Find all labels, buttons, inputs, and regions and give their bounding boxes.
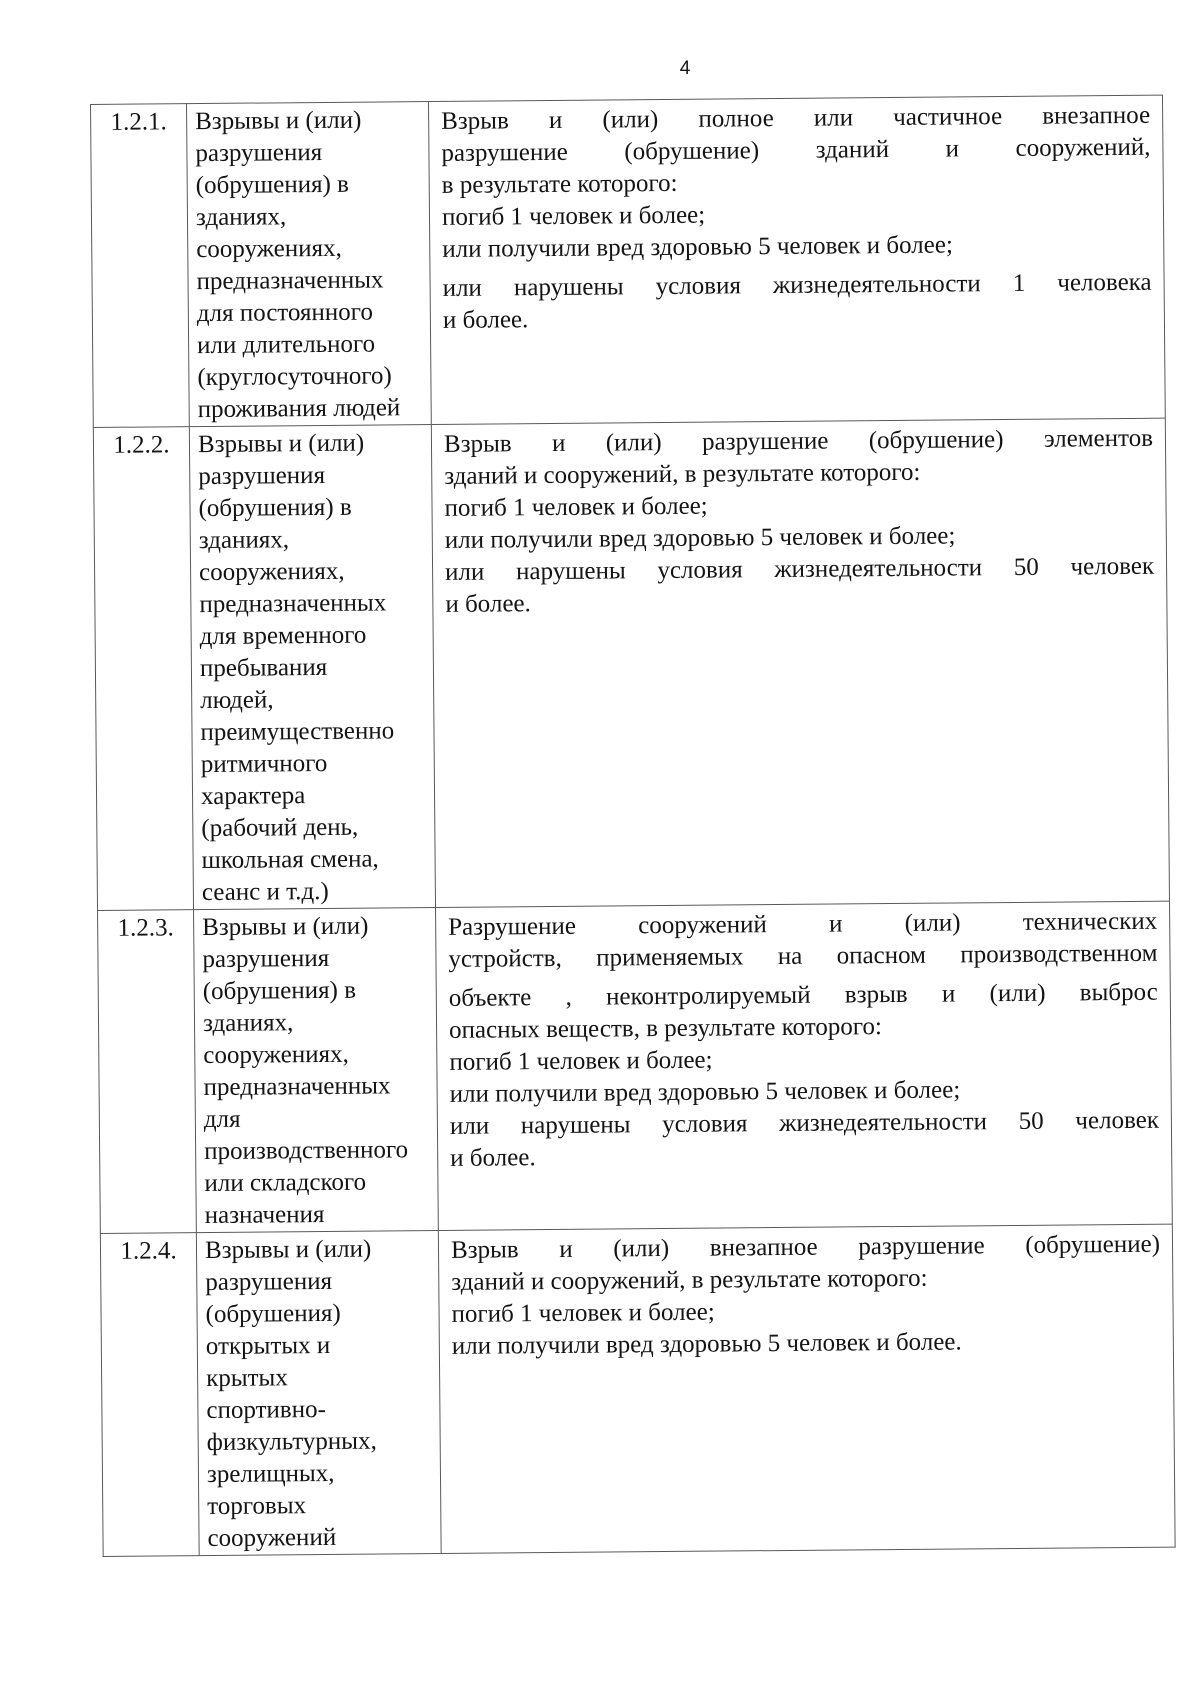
event-name-line: производственного (204, 1136, 409, 1166)
event-name-line: сооружениях, (196, 234, 342, 264)
event-name-line: сеанс и т.д.) (201, 877, 329, 907)
event-name-line: сооружений (207, 1523, 337, 1553)
table-row (93, 418, 1169, 910)
event-name-line: сооружениях, (198, 557, 345, 587)
criteria-line: Разрушение сооружений и (или) технических (448, 907, 1158, 941)
item-number: 1.2.3. (98, 910, 197, 1234)
criteria-description-cell (438, 1224, 1175, 1553)
event-name-line: или складского (204, 1168, 367, 1198)
criteria-line: и более. (445, 590, 531, 618)
criteria-line: или нарушены условия жизнедеятельности 1 человека (442, 268, 1152, 302)
event-name-line: для (203, 1105, 241, 1134)
criteria-line: Взрыв и (или) полное или частичное внезапное (441, 101, 1151, 135)
criteria-description-cell (431, 418, 1169, 907)
event-name-line: (обрушения) в (195, 170, 350, 200)
criteria-line: устройств, применяемых на опасном производственном (448, 939, 1158, 973)
item-number: 1.2.1. (91, 104, 190, 428)
criteria-line: Взрыв и (или) внезапное разрушение (обрушение) (450, 1230, 1161, 1264)
event-name-line: предназначенных (203, 1072, 391, 1102)
criteria-line: или нарушены условия жизнедеятельности 50 человек (449, 1106, 1160, 1140)
criteria-line: погиб 1 человек и более; (449, 1046, 713, 1076)
event-name-line: предназначенных (199, 589, 387, 619)
event-name-line: крытых (206, 1364, 288, 1393)
event-name-line: или длительного (196, 330, 376, 360)
page-number: 4 (679, 58, 691, 79)
criteria-line: Взрыв и (или) разрушение (обрушение) элементов (443, 424, 1154, 458)
event-name-line: преимущественно (200, 717, 395, 747)
event-name-line: спортивно- (206, 1395, 326, 1425)
criteria-line: или получили вред здоровью 5 человек и более; (444, 522, 956, 554)
event-name-line: школьная смена, (201, 845, 379, 875)
event-name-line: Взрывы и (или) (204, 1235, 372, 1265)
event-name-cell (187, 102, 432, 427)
event-name-cell (196, 1231, 441, 1556)
criteria-line: или получили вред здоровью 5 человек и более; (442, 231, 953, 263)
event-name-line: Взрывы и (или) (195, 106, 362, 136)
criteria-line: в результате которого: (441, 169, 678, 199)
event-name-line: для постоянного (196, 298, 374, 328)
event-name-cell (194, 908, 439, 1233)
criteria-line: и более. (442, 306, 529, 334)
event-name-line: ритмичного (200, 749, 328, 779)
item-number: 1.2.4. (100, 1233, 199, 1557)
criteria-line: разрушение (обрушение) зданий и сооружений, (441, 133, 1151, 167)
table-row (98, 901, 1173, 1233)
event-name-line: зрелищных, (206, 1459, 335, 1489)
table-row (100, 1224, 1175, 1556)
criteria-line: и более. (450, 1144, 536, 1172)
emergency-criteria-table (90, 95, 1176, 1557)
event-name-line: характера (200, 782, 306, 811)
item-number: 1.2.2. (93, 427, 193, 911)
criteria-line: погиб 1 человек и более; (444, 492, 708, 522)
event-name-line: (обрушения) (205, 1299, 341, 1329)
event-name-line: (круглосуточного) (197, 362, 392, 392)
criteria-line: погиб 1 человек и более; (441, 201, 706, 231)
criteria-line: или получили вред здоровью 5 человек и более. (451, 1328, 962, 1360)
event-name-line: разрушения (202, 944, 330, 974)
event-name-line: (обрушения) в (202, 976, 357, 1006)
table-row (91, 95, 1166, 427)
event-name-line: физкультурных, (206, 1427, 377, 1457)
event-name-line: для временного (199, 621, 367, 651)
event-name-line: (рабочий день, (201, 813, 359, 843)
event-name-line: открытых и (205, 1331, 331, 1361)
event-name-line: Взрывы и (или) (197, 429, 365, 459)
criteria-line: зданий и сооружений, в результате которого: (451, 1264, 928, 1296)
criteria-line: или нарушены условия жизнедеятельности 50 человек (444, 552, 1155, 586)
criteria-line: или получили вред здоровью 5 человек и более; (449, 1076, 961, 1108)
event-name-line: пребывания (199, 653, 328, 683)
event-name-line: зданиях, (198, 526, 290, 555)
criteria-line: опасных веществ, в результате которого: (448, 1013, 883, 1044)
criteria-description-cell (428, 95, 1165, 424)
event-name-line: разрушения (195, 138, 323, 168)
event-name-line: разрушения (205, 1267, 333, 1297)
event-name-line: предназначенных (196, 266, 384, 296)
event-name-line: Взрывы и (или) (202, 912, 369, 942)
criteria-line: объекте , неконтролируемый взрыв и (или) выброс (448, 978, 1158, 1012)
event-name-line: людей, (200, 686, 274, 715)
event-name-line: сооружениях, (203, 1040, 349, 1070)
event-name-line: зданиях, (202, 1009, 294, 1038)
event-name-line: зданиях, (195, 203, 287, 232)
event-name-line: разрушения (198, 461, 326, 491)
event-name-line: торговых (207, 1492, 307, 1521)
criteria-line: погиб 1 человек и более; (451, 1298, 715, 1328)
event-name-line: проживания людей (197, 394, 401, 424)
event-name-line: назначения (204, 1200, 325, 1230)
event-name-line: (обрушения) в (198, 493, 352, 523)
criteria-line: зданий и сооружений, в результате которого: (444, 458, 921, 490)
event-name-cell (189, 425, 435, 910)
criteria-description-cell (436, 901, 1173, 1230)
